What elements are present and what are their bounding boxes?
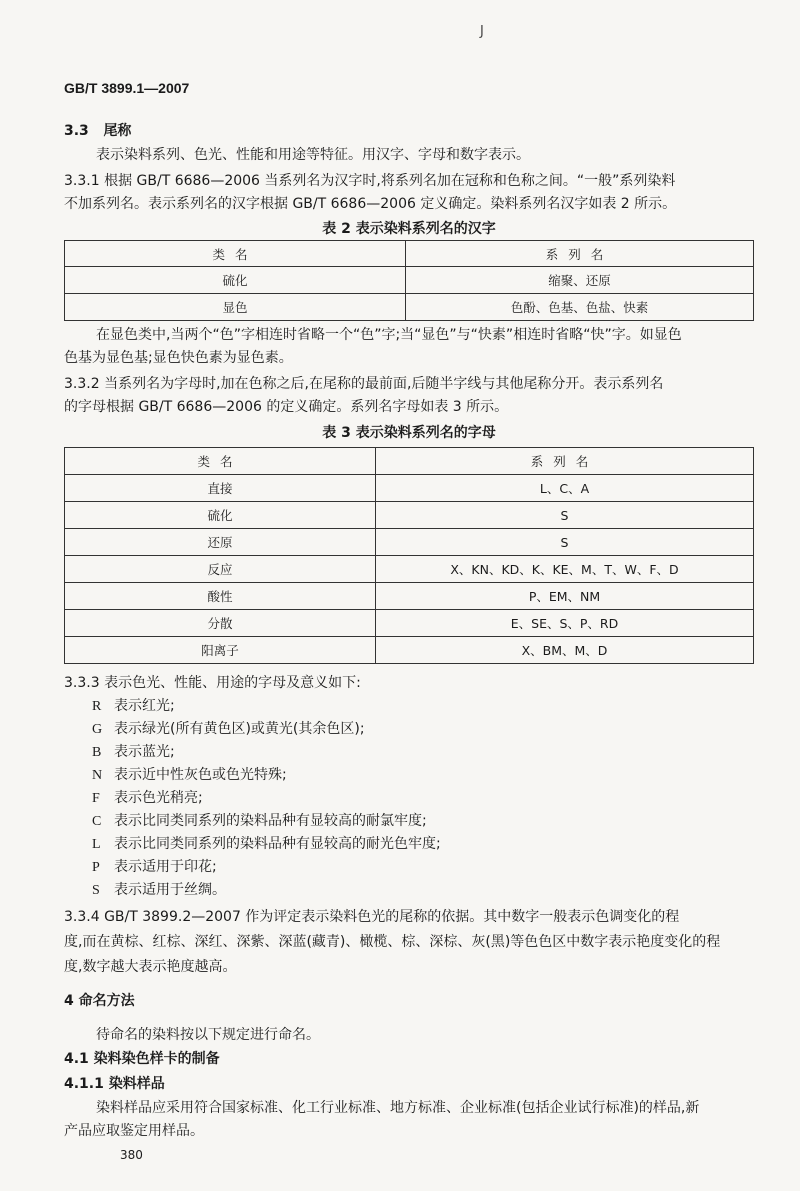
item-text: 表示色光稍亮; [114, 790, 203, 806]
table-row [65, 556, 754, 583]
table-cell: 硫化 [65, 502, 376, 529]
table3-caption: 表 3 表示染料系列名的字母 [322, 425, 496, 441]
table-header-row [65, 241, 754, 267]
table-row [65, 294, 754, 321]
note-display-line1: 在显色类中,当两个“色”字相连时省略一个“色”字;当“显色”与“快素”相连时省略“快”字。如显色 [96, 327, 682, 343]
top-mark: J [480, 24, 484, 39]
item-letter: B [92, 745, 102, 760]
header-cell: 类名 [65, 448, 376, 475]
standard-header: GB/T 3899.1—2007 [64, 80, 190, 96]
item-letter: R [92, 699, 102, 714]
item-text: 表示比同类同系列的染料品种有显较高的耐光色牢度; [114, 836, 441, 852]
table-cell: 酸性 [65, 583, 376, 610]
table-cell: 还原 [65, 529, 376, 556]
section-4-1-1-line2: 产品应取鉴定用样品。 [64, 1123, 204, 1139]
item-letter: L [92, 837, 101, 852]
table-row [65, 583, 754, 610]
item-text: 表示蓝光; [114, 744, 175, 760]
list-item [92, 695, 441, 718]
table-cell: 硫化 [65, 267, 406, 294]
table-cell: 显色 [65, 294, 406, 321]
header-cell: 系列名 [406, 241, 754, 267]
item-text: 表示绿光(所有黄色区)或黄光(其余色区); [114, 721, 365, 737]
table-cell: P、EM、NM [376, 583, 754, 610]
section-4-1-heading: 4.1 染料染色样卡的制备 [64, 1051, 220, 1067]
table-cell: 反应 [65, 556, 376, 583]
table-cell: S [376, 529, 754, 556]
list-item [92, 810, 441, 833]
table-row [65, 637, 754, 664]
item-text: 表示适用于印花; [114, 859, 217, 875]
section-4-heading: 4 命名方法 [64, 993, 135, 1009]
letter-meaning-list [92, 695, 441, 902]
item-text: 表示适用于丝绸。 [114, 882, 226, 898]
item-letter: N [92, 768, 103, 783]
item-letter: G [92, 722, 103, 737]
list-item [92, 856, 441, 879]
section-3-3-body: 表示染料系列、色光、性能和用途等特征。用汉字、字母和数字表示。 [96, 147, 530, 163]
section-4-body: 待命名的染料按以下规定进行命名。 [96, 1027, 320, 1043]
table-row [65, 610, 754, 637]
page-number: 380 [120, 1148, 143, 1162]
list-item [92, 833, 441, 856]
table-cell: X、KN、KD、K、KE、M、T、W、F、D [376, 556, 754, 583]
section-4-1-1-heading: 4.1.1 染料样品 [64, 1076, 165, 1092]
item-letter: P [92, 860, 100, 875]
table-cell: 阳离子 [65, 637, 376, 664]
section-3-3-2-line2: 的字母根据 GB/T 6686—2006 的定义确定。系列名字母如表 3 所示。 [64, 399, 509, 415]
list-item [92, 879, 441, 902]
table-cell: E、SE、S、P、RD [376, 610, 754, 637]
list-item [92, 718, 441, 741]
item-text: 表示近中性灰色或色光特殊; [114, 767, 287, 783]
item-letter: S [92, 883, 100, 898]
table-cell: 分散 [65, 610, 376, 637]
section-3-3-4-line1: 3.3.4 GB/T 3899.2—2007 作为评定表示染料色光的尾称的依据。其中数字一般表示色调变化的程 [64, 909, 680, 925]
table2-caption: 表 2 表示染料系列名的汉字 [322, 221, 496, 237]
table-cell: X、BM、M、D [376, 637, 754, 664]
item-letter: F [92, 791, 100, 806]
section-title: 尾称 [103, 123, 132, 139]
note-display-line2: 色基为显色基;显色快色素为显色素。 [64, 350, 293, 366]
section-4-1-1-line1: 染料样品应采用符合国家标准、化工行业标准、地方标准、企业标准(包括企业试行标准)的样品,新 [96, 1100, 700, 1116]
item-text: 表示红光; [114, 698, 175, 714]
table-cell: S [376, 502, 754, 529]
section-3-3-1-line1: 3.3.1 根据 GB/T 6686—2006 当系列名为汉字时,将系列名加在冠称和色称之间。“一般”系列染料 [64, 173, 676, 189]
table-row [65, 267, 754, 294]
item-letter: C [92, 814, 102, 829]
section-3-3-3-intro: 3.3.3 表示色光、性能、用途的字母及意义如下: [64, 675, 361, 691]
list-item [92, 764, 441, 787]
table-row [65, 475, 754, 502]
section-3-3-4-line2: 度,而在黄棕、红棕、深红、深紫、深蓝(藏青)、橄榄、棕、深棕、灰(黑)等色色区中数字表示艳度变化的程 [64, 934, 721, 950]
section-3-3-1-line2: 不加系列名。表示系列名的汉字根据 GB/T 6686—2006 定义确定。染料系列名汉字如表 2 所示。 [64, 196, 677, 212]
section-3-3-4-line3: 度,数字越大表示艳度越高。 [64, 959, 237, 975]
header-cell: 类名 [65, 241, 406, 267]
table2 [64, 240, 754, 321]
section-3-3-heading [64, 120, 754, 143]
list-item [92, 741, 441, 764]
section-3-3-2-line1: 3.3.2 当系列名为字母时,加在色称之后,在尾称的最前面,后随半字线与其他尾称分开。表示系列名 [64, 376, 664, 392]
table-row [65, 529, 754, 556]
item-text: 表示比同类同系列的染料品种有显较高的耐氯牢度; [114, 813, 427, 829]
table3 [64, 447, 754, 664]
section-number: 3.3 [64, 123, 89, 139]
table-cell: 直接 [65, 475, 376, 502]
table-row [65, 502, 754, 529]
list-item [92, 787, 441, 810]
header-cell: 系列名 [376, 448, 754, 475]
table-cell: 色酚、色基、色盐、快素 [406, 294, 754, 321]
table-cell: 缩聚、还原 [406, 267, 754, 294]
table-header-row [65, 448, 754, 475]
table-cell: L、C、A [376, 475, 754, 502]
